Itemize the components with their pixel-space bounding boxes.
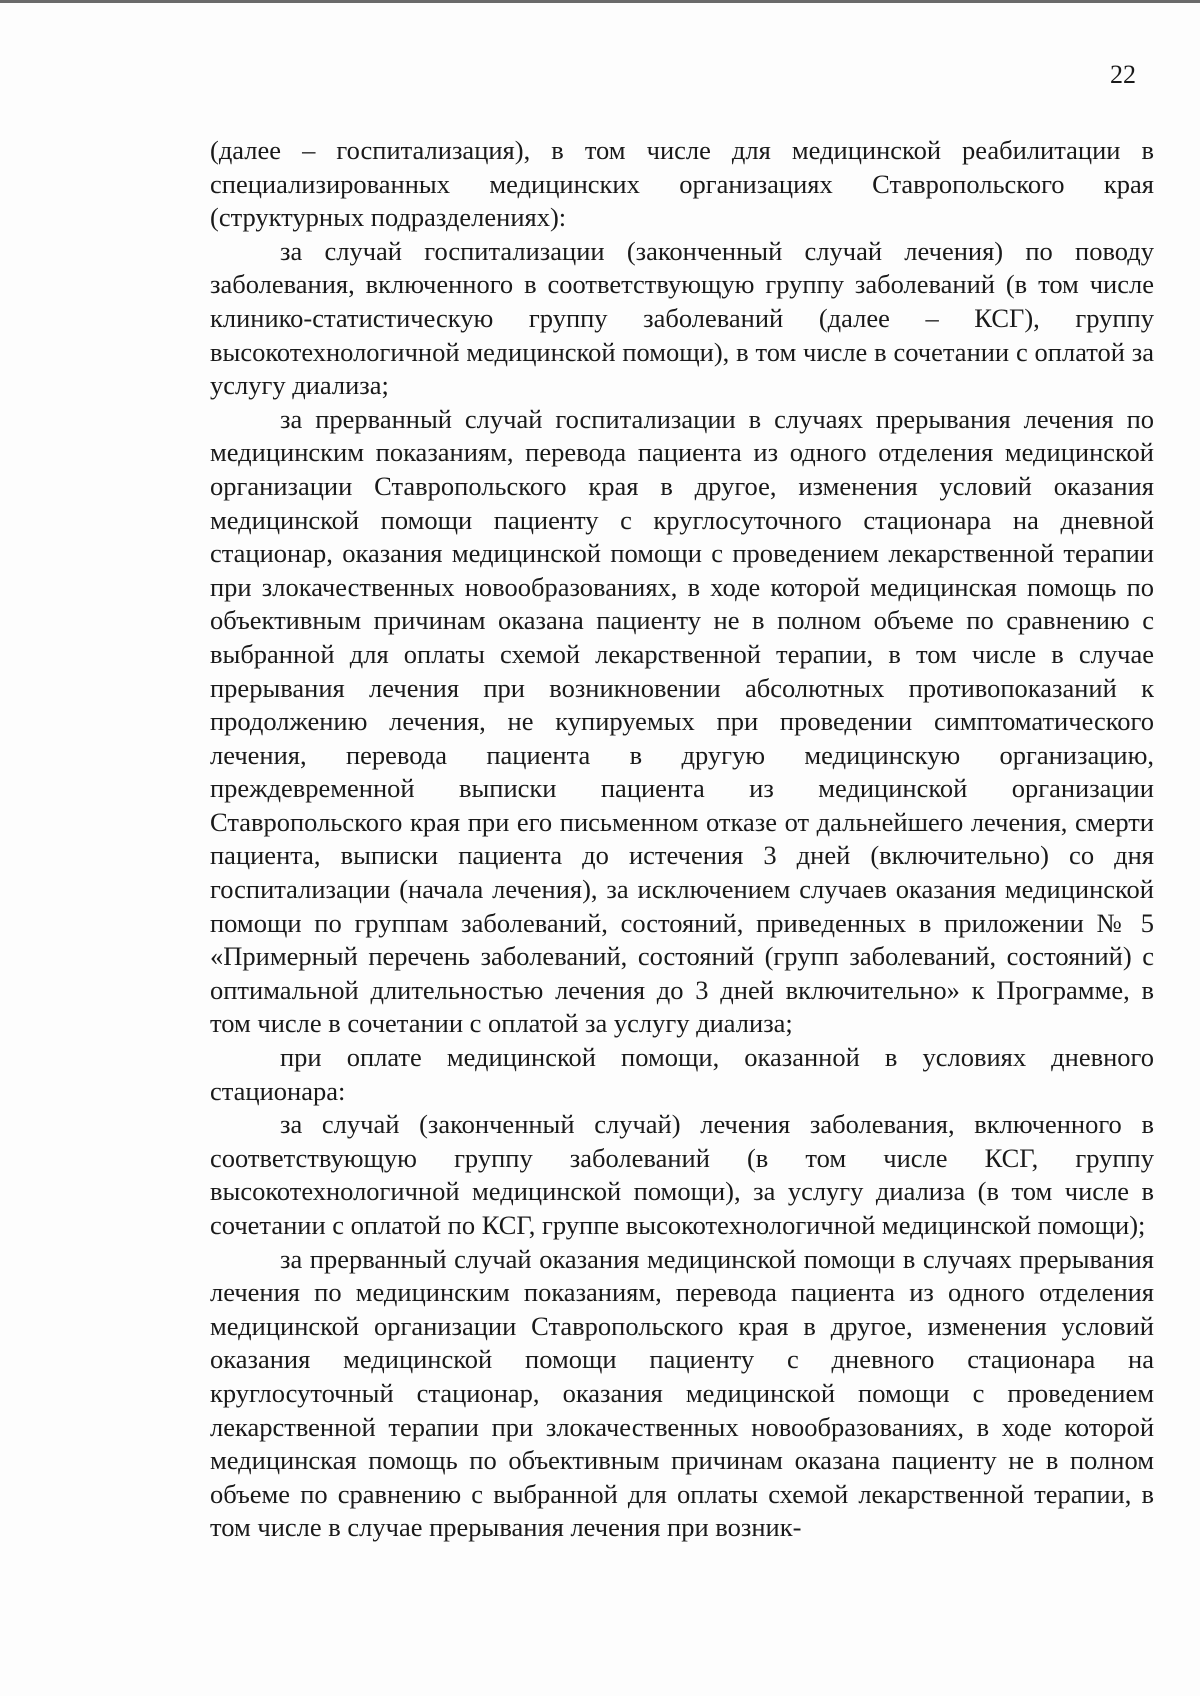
paragraph-4: при оплате медицинской помощи, оказанной в условиях дневного стационара: [210,1042,1154,1106]
page-number: 22 [1110,60,1136,89]
paragraph-5: за случай (законченный случай) лечения заболевания, включенного в соответствующую группу заболеваний (в том числе КСГ, группу высокотехнологичной медицинской помощи), за услугу диализа (в том числе в сочетании с оплатой по КСГ, группе высокотехнологичной медицинской помощи); [210,1109,1154,1240]
paragraph-6: за прерванный случай оказания медицинской помощи в случаях прерывания лечения по медицинским показаниям, перевода пациента из одного отделения медицинской организации Ставропольского края в другое, изменения условий оказания медицинской помощи пациенту с дневного стационара на круглосуточный стационар, оказания медицинской помощи с проведением лекарственной терапии при злокачественных новообразованиях, в ходе которой медицинская помощь по объективным причинам оказана пациенту не в полном объеме по сравнению с выбранной для оплаты схемой лекарственной терапии, в том числе в случае прерывания лечения при возник- [210,1243,1154,1543]
top-edge-rule [0,0,1200,3]
document-body [210,134,1154,1545]
paragraph-2: за случай госпитализации (законченный случай лечения) по поводу заболевания, включенного в соответствующую группу заболеваний (в том числе клинико-статистическую группу заболеваний (далее – КСГ), группу высокотехнологичной медицинской помощи), в том числе в сочетании с оплатой за услугу диализа; [210,235,1154,401]
paragraph-3: за прерванный случай госпитализации в случаях прерывания лечения по медицинским показаниям, перевода пациента из одного отделения медицинской организации Ставропольского края в другое, изменения условий оказания медицинской помощи пациенту с круглосуточного стационара на дневной стационар, оказания медицинской помощи с проведением лекарственной терапии при злокачественных новообразованиях, в ходе которой медицинская помощь по объективным причинам оказана пациенту не в полном объеме по сравнению с выбранной для оплаты схемой лекарственной терапии, в том числе в случае прерывания лечения при возникновении абсолютных противопоказаний к продолжению лечения, не купируемых при проведении симптоматического лечения, перевода пациента в другую медицинскую организацию, преждевременной выписки пациента из медицинской организации Ставропольского края при его письменном отказе от дальнейшего лечения, смерти пациента, выписки пациента до истечения 3 дней (включительно) со дня госпитализации (начала лечения), за исключением случаев оказания медицинской помощи по группам заболеваний, состояний, приведенных в приложении № 5 «Примерный перечень заболеваний, состояний (групп заболеваний, состояний) с оптимальной длительностью лечения до 3 дней включительно» к Программе, в том числе в сочетании с оплатой за услугу диализа; [210,403,1154,1039]
paragraph-1: (далее – госпитализация), в том числе для медицинской реабилитации в специализированных медицинских организациях Ставропольского края (структурных подразделениях): [210,135,1154,233]
